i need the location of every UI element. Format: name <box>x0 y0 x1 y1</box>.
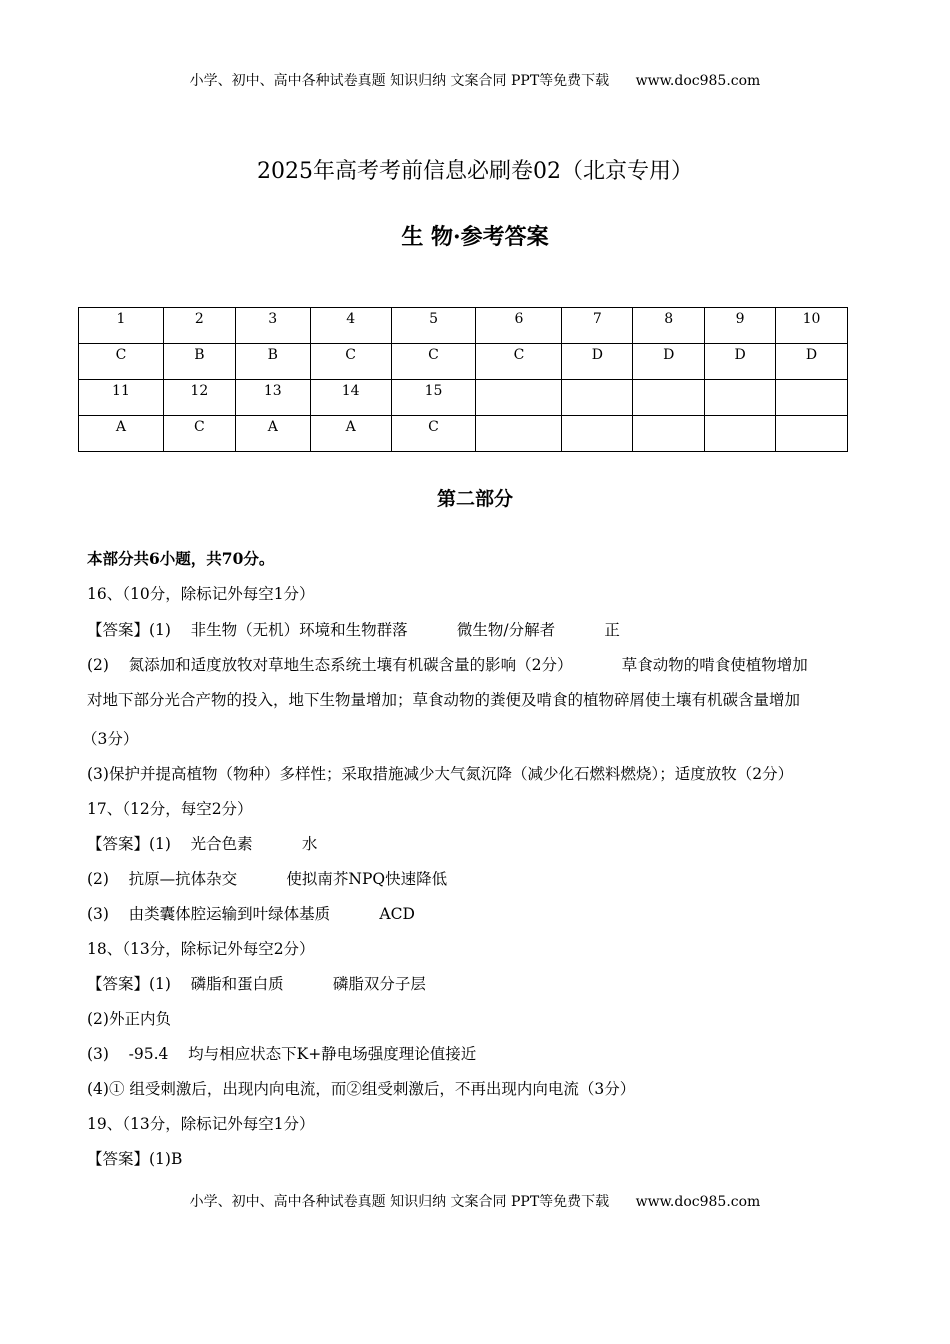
page-footer <box>0 1191 950 1211</box>
table-cell <box>705 416 776 452</box>
table-cell: A <box>310 416 391 452</box>
table-cell <box>562 380 633 416</box>
table-cell: 15 <box>391 380 476 416</box>
table-cell: 14 <box>310 380 391 416</box>
table-cell: 3 <box>235 308 310 344</box>
table-cell <box>633 416 705 452</box>
table-cell: 9 <box>705 308 776 344</box>
table-cell: C <box>391 344 476 380</box>
question-number-row <box>79 308 848 344</box>
table-cell: C <box>310 344 391 380</box>
answer-row <box>79 344 848 380</box>
document-subtitle: 生 物·参考答案 <box>401 224 549 250</box>
section-intro: 本部分共6小题，共70分。 <box>87 549 275 568</box>
table-cell <box>776 416 848 452</box>
table-cell: 12 <box>163 380 235 416</box>
table-cell: A <box>235 416 310 452</box>
table-cell: 8 <box>633 308 705 344</box>
table-cell: 4 <box>310 308 391 344</box>
table-cell: 10 <box>776 308 848 344</box>
table-cell: D <box>633 344 705 380</box>
table-cell <box>476 380 562 416</box>
table-cell: C <box>163 416 235 452</box>
table-cell <box>476 416 562 452</box>
table-cell <box>562 416 633 452</box>
table-cell: 6 <box>476 308 562 344</box>
answer-line: 对地下部分光合产物的投入，地下生物量增加；草食动物的粪便及啃食的植物碎屑使土壤有机碳含量增加 <box>87 691 801 709</box>
answer-line: (3) -95.4 均与相应状态下K+静电场强度理论值接近 <box>87 1045 477 1063</box>
table-cell: 7 <box>562 308 633 344</box>
answer-line: 【答案】(1) 光合色素 水 <box>87 835 318 853</box>
table-cell: 1 <box>79 308 164 344</box>
page-header <box>0 70 950 90</box>
footer-text: 小学、初中、高中各种试卷真题 知识归纳 文案合同 PPT等免费下载 <box>189 1194 610 1210</box>
table-cell <box>705 380 776 416</box>
answer-line: (2) 氮添加和适度放牧对草地生态系统土壤有机碳含量的影响（2分） 草食动物的啃食使植物增加 <box>87 656 808 674</box>
answer-line: 17、（12分，每空2分） <box>87 800 253 818</box>
table-cell: C <box>476 344 562 380</box>
table-cell: 2 <box>163 308 235 344</box>
answer-line: 【答案】(1) 磷脂和蛋白质 磷脂双分子层 <box>87 975 426 993</box>
footer-site-link[interactable]: www.doc985.com <box>635 1194 761 1210</box>
table-cell: C <box>79 344 164 380</box>
answer-row <box>79 416 848 452</box>
table-cell: A <box>79 416 164 452</box>
document-title: 2025年高考考前信息必刷卷02（北京专用） <box>257 159 693 184</box>
section-title: 第二部分 <box>436 488 513 510</box>
answer-line: (2) 抗原—抗体杂交 使拟南芥NPQ快速降低 <box>87 870 448 888</box>
table-cell <box>776 380 848 416</box>
answer-line: (4)① 组受刺激后，出现内向电流，而②组受刺激后，不再出现内向电流（3分） <box>87 1080 636 1098</box>
header-site-link[interactable]: www.doc985.com <box>635 73 761 89</box>
table-cell: C <box>391 416 476 452</box>
table-cell: 11 <box>79 380 164 416</box>
answer-line: (3) 由类囊体腔运输到叶绿体基质 ACD <box>87 905 415 923</box>
header-text: 小学、初中、高中各种试卷真题 知识归纳 文案合同 PPT等免费下载 <box>189 73 610 89</box>
answer-line: 16、（10分，除标记外每空1分） <box>87 585 315 603</box>
question-number-row <box>79 380 848 416</box>
answer-line: (2)外正内负 <box>87 1010 171 1028</box>
table-cell: D <box>776 344 848 380</box>
answer-line: 【答案】(1) 非生物（无机）环境和生物群落 微生物/分解者 正 <box>87 621 620 639</box>
answer-line: (3)保护并提高植物（物种）多样性；采取措施减少大气氮沉降（减少化石燃料燃烧）；适度放牧（2分） <box>87 765 794 783</box>
table-cell: D <box>705 344 776 380</box>
table-cell: B <box>235 344 310 380</box>
answer-line: 19、（13分，除标记外每空1分） <box>87 1115 315 1133</box>
table-cell: 13 <box>235 380 310 416</box>
answer-line: （3分） <box>82 730 139 748</box>
table-cell: D <box>562 344 633 380</box>
answer-table <box>78 307 848 452</box>
table-cell: B <box>163 344 235 380</box>
answer-line: 【答案】(1)B <box>87 1150 183 1168</box>
table-cell <box>633 380 705 416</box>
answer-line: 18、（13分，除标记外每空2分） <box>87 940 315 958</box>
table-cell: 5 <box>391 308 476 344</box>
